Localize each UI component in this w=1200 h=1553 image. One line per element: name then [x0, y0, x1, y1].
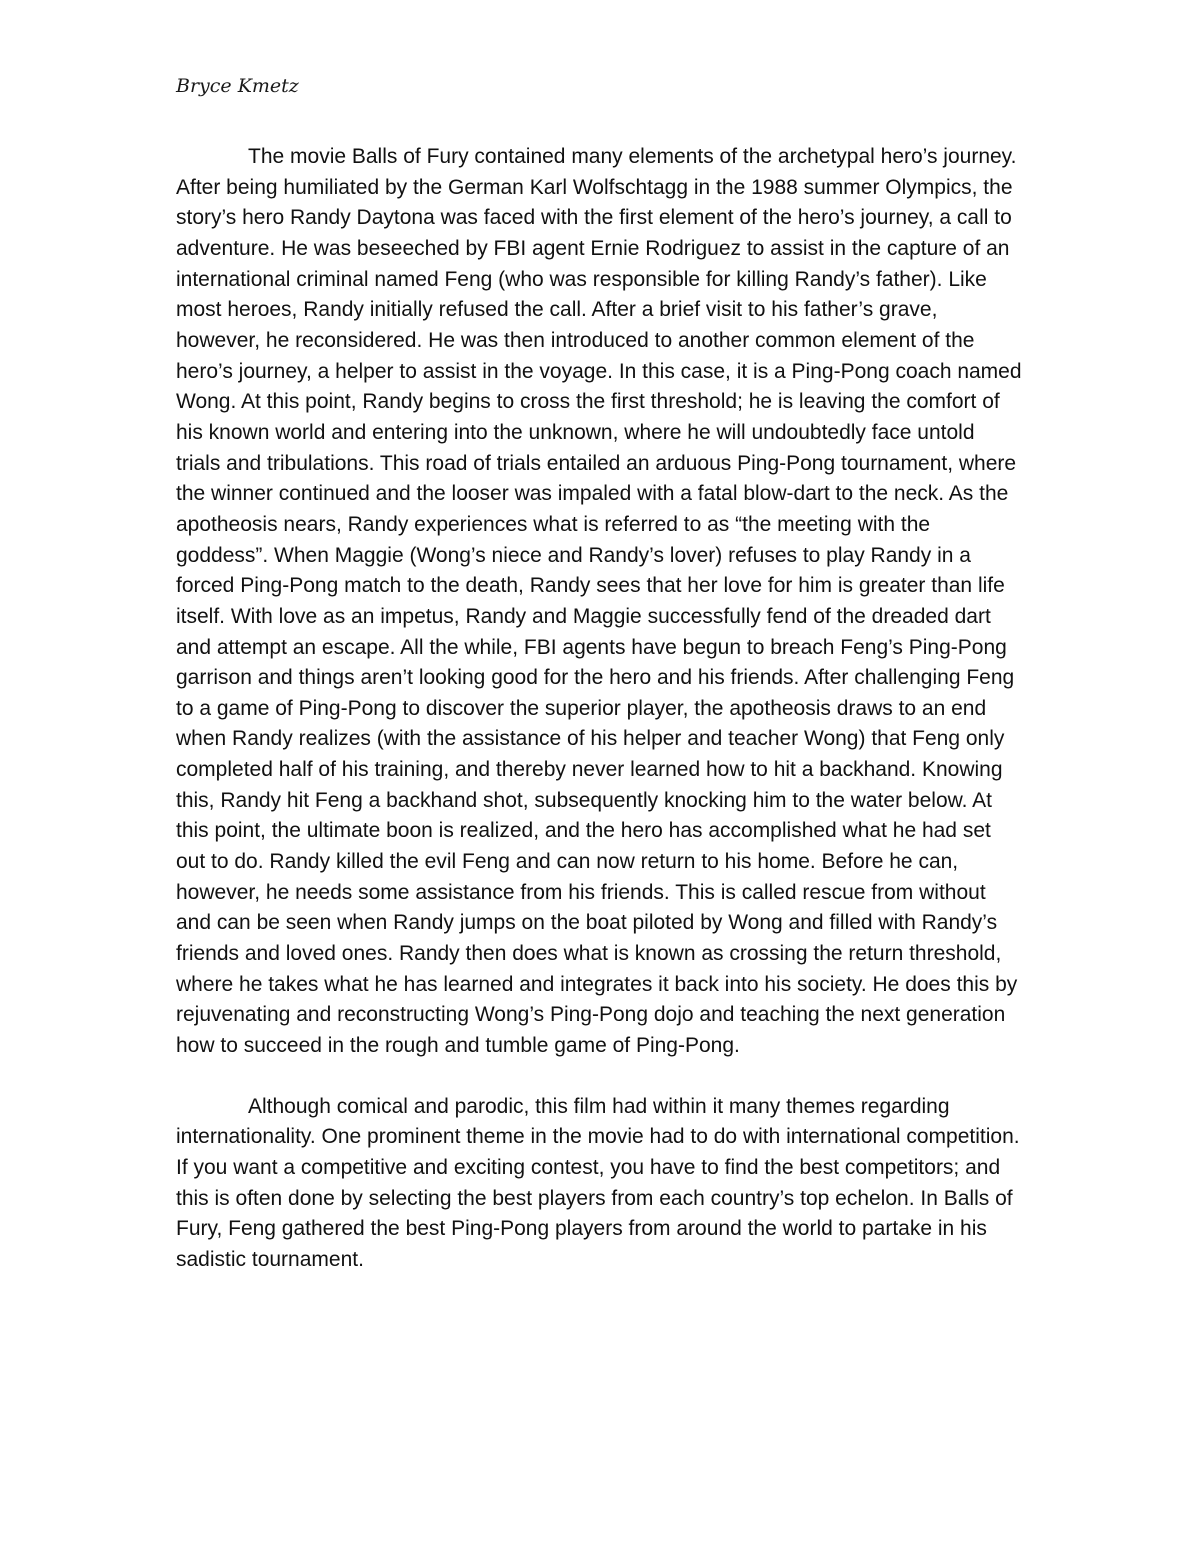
paragraph-1: The movie Balls of Fury contained many elements of the archetypal hero’s journey. After being humiliated by the German Karl Wolfschtagg in the 1988 summer Olympics, the story’s hero Randy Daytona was faced with the first element of the hero’s journey, a call to adventure. He was beseeched by FBI agent Ernie Rodriguez to assist in the capture of an international criminal named Feng (who was responsible for killing Randy’s father). Like most heroes, Randy initially refused the call. After a brief visit to his father’s grave, however, he reconsidered. He was then introduced to another common element of the hero’s journey, a helper to assist in the voyage. In this case, it is a Ping-Pong coach named Wong. At this point, Randy begins to cross the first threshold; he is leaving the comfort of his known world and entering into the unknown, where he will undoubtedly face untold trials and tribulations. This road of trials entailed an arduous Ping-Pong tournament, where the winner continued and the looser was impaled with a fatal blow-dart to the neck. As the apotheosis nears, Randy experiences what is referred to as “the meeting with the goddess”. When Maggie (Wong’s niece and Randy’s lover) refuses to play Randy in a forced Ping-Pong match to the death, Randy sees that her love for him is greater than life itself. With love as an impetus, Randy and Maggie successfully fend of the dreaded dart and attempt an escape. All the while, FBI agents have begun to breach Feng’s Ping-Pong garrison and things aren’t looking good for the hero and his friends. After challenging Feng to a game of Ping-Pong to discover the superior player, the apotheosis draws to an end when Randy realizes (with the assistance of his helper and teacher Wong) that Feng only completed half of his training, and thereby never learned how to hit a backhand. Knowing this, Randy hit Feng a backhand shot, subsequently knocking him to the water below. At this point, the ultimate boon is realized, and the hero has accomplished what he had set out to do. Randy killed the evil Feng and can now return to his home. Before he can, however, he needs some assistance from his friends. This is called rescue from without and can be seen when Randy jumps on the boat piloted by Wong and filled with Randy’s friends and loved ones. Randy then does what is known as crossing the return threshold, where he takes what he has learned and integrates it back into his society. He does this by rejuvenating and reconstructing Wong’s Ping-Pong dojo and teaching the next generation how to succeed in the rough and tumble game of Ping-Pong. — [176, 145, 1022, 1058]
paragraph-2: Although comical and parodic, this film had within it many themes regarding internationality. One prominent theme in the movie had to do with international competition. If you want a competitive and exciting contest, you have to find the best competitors; and this is often done by selecting the best players from each country’s top echelon. In Balls of Fury, Feng gathered the best Ping-Pong players from around the world to partake in his sadistic tournament. — [176, 1094, 1020, 1271]
essay-body — [176, 142, 1024, 1276]
author-name: Bryce Kmetz — [176, 75, 299, 97]
